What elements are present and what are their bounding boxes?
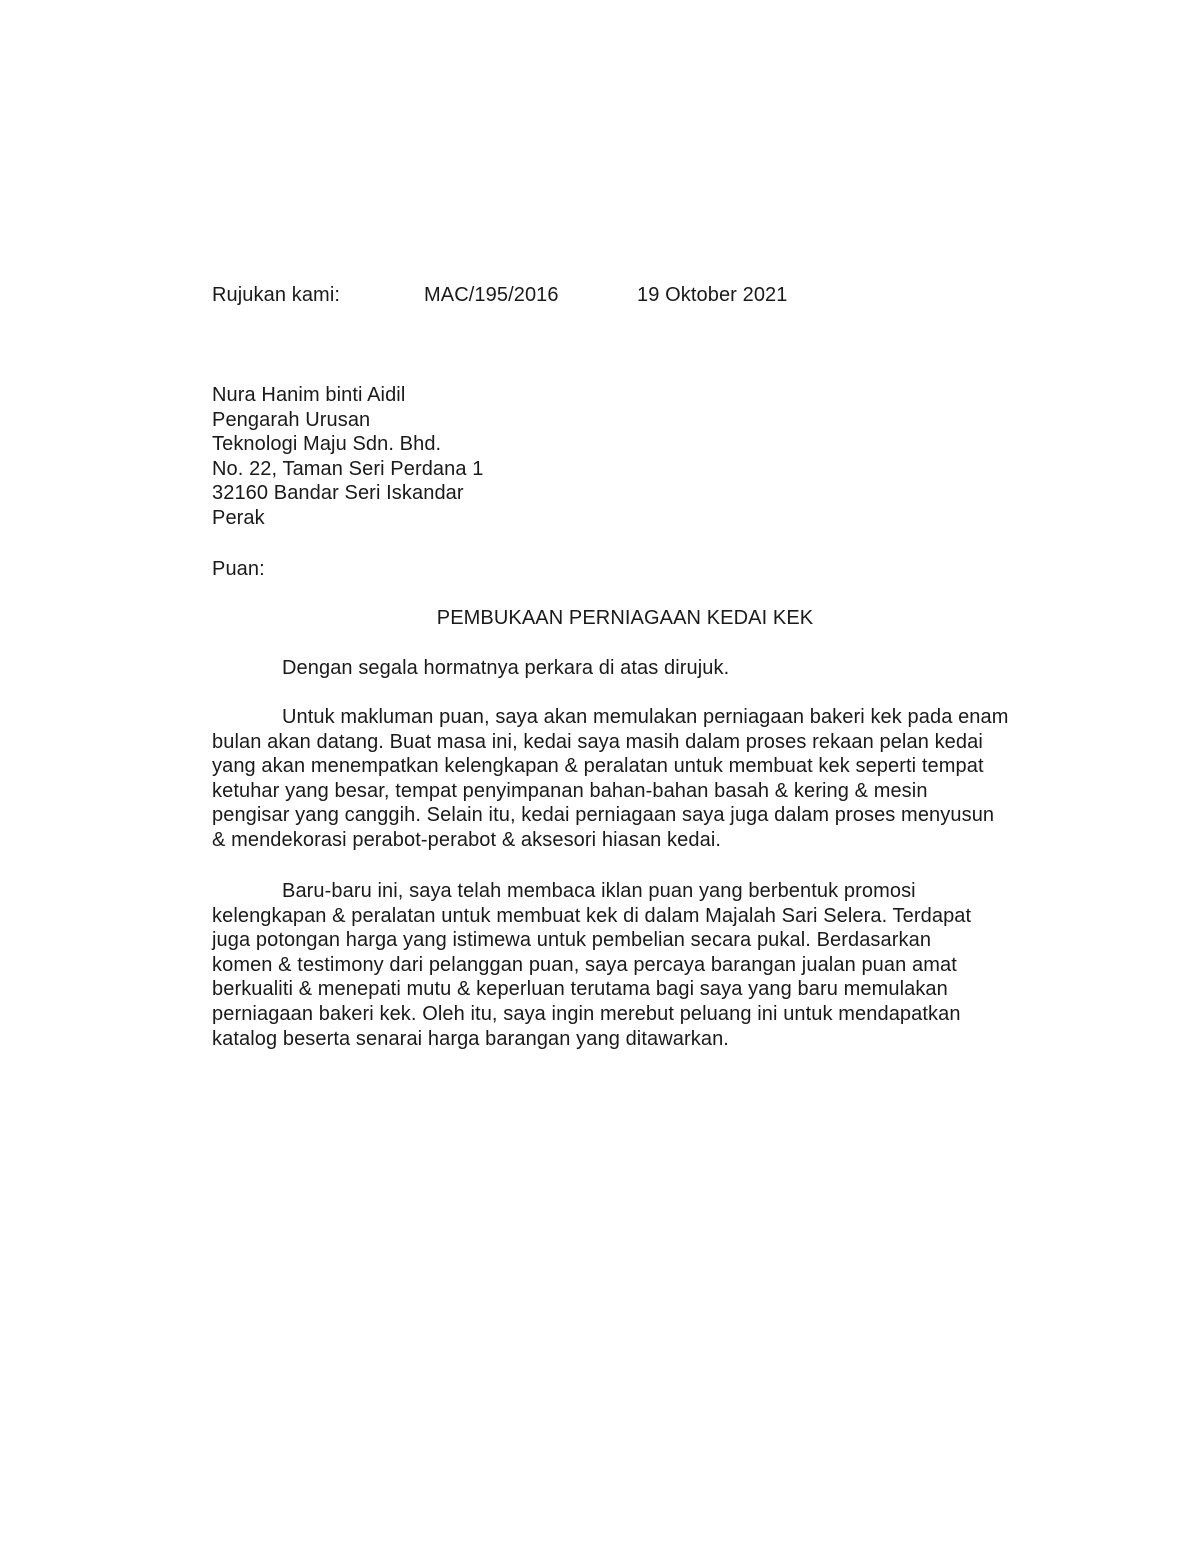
recipient-title: Pengarah Urusan	[212, 408, 371, 431]
letter-date: 19 Oktober 2021	[637, 284, 788, 306]
reference-line	[212, 283, 1012, 309]
paragraph-line: pengisar yang canggih. Selain itu, kedai perniagaan saya juga dalam proses menyusun	[212, 804, 995, 827]
recipient-name: Nura Hanim binti Aidil	[212, 384, 406, 406]
body-paragraph-3	[212, 879, 1072, 1051]
recipient-city: 32160 Bandar Seri Iskandar	[212, 482, 464, 505]
paragraph-line: kelengkapan & peralatan untuk membuat kek di dalam Majalah Sari Selera. Terdapat	[212, 904, 972, 927]
paragraph-line: yang akan menempatkan kelengkapan & peralatan untuk membuat kek seperti tempat	[212, 755, 984, 778]
paragraph-line: bulan akan datang. Buat masa ini, kedai saya masih dalam proses rekaan pelan kedai	[212, 730, 983, 753]
paragraph-line: berkualiti & menepati mutu & keperluan terutama bagi saya yang baru memulakan	[212, 978, 948, 1001]
paragraph-line: Baru-baru ini, saya telah membaca iklan puan yang berbentuk promosi	[282, 880, 916, 902]
paragraph-line: komen & testimony dari pelanggan puan, saya percaya barangan jualan puan amat	[212, 953, 957, 976]
recipient-street: No. 22, Taman Seri Perdana 1	[212, 457, 484, 480]
recipient-company: Teknologi Maju Sdn. Bhd.	[212, 433, 442, 456]
salutation: Puan:	[212, 558, 265, 580]
recipient-state: Perak	[212, 506, 265, 529]
paragraph-line: Untuk makluman puan, saya akan memulakan perniagaan bakeri kek pada enam	[282, 706, 1009, 728]
body-paragraph-1	[212, 656, 1072, 681]
paragraph-line: juga potongan harga yang istimewa untuk pembelian secara pukal. Berdasarkan	[212, 929, 932, 952]
body-paragraph-2	[212, 705, 1072, 853]
paragraph-line: & mendekorasi perabot-perabot & aksesori hiasan kedai.	[212, 828, 722, 851]
letter-subject: PEMBUKAAN PERNIAGAAN KEDAI KEK	[436, 607, 814, 629]
paragraph-line: perniagaan bakeri kek. Oleh itu, saya ingin merebut peluang ini untuk mendapatkan	[212, 1002, 961, 1025]
paragraph-line: Dengan segala hormatnya perkara di atas dirujuk.	[282, 657, 730, 679]
paragraph-line: katalog beserta senarai harga barangan yang ditawarkan.	[212, 1027, 729, 1050]
reference-number: MAC/195/2016	[424, 284, 559, 306]
reference-label: Rujukan kami:	[212, 284, 341, 306]
paragraph-line: ketuhar yang besar, tempat penyimpanan bahan-bahan basah & kering & mesin	[212, 779, 928, 802]
recipient-address	[212, 383, 912, 531]
